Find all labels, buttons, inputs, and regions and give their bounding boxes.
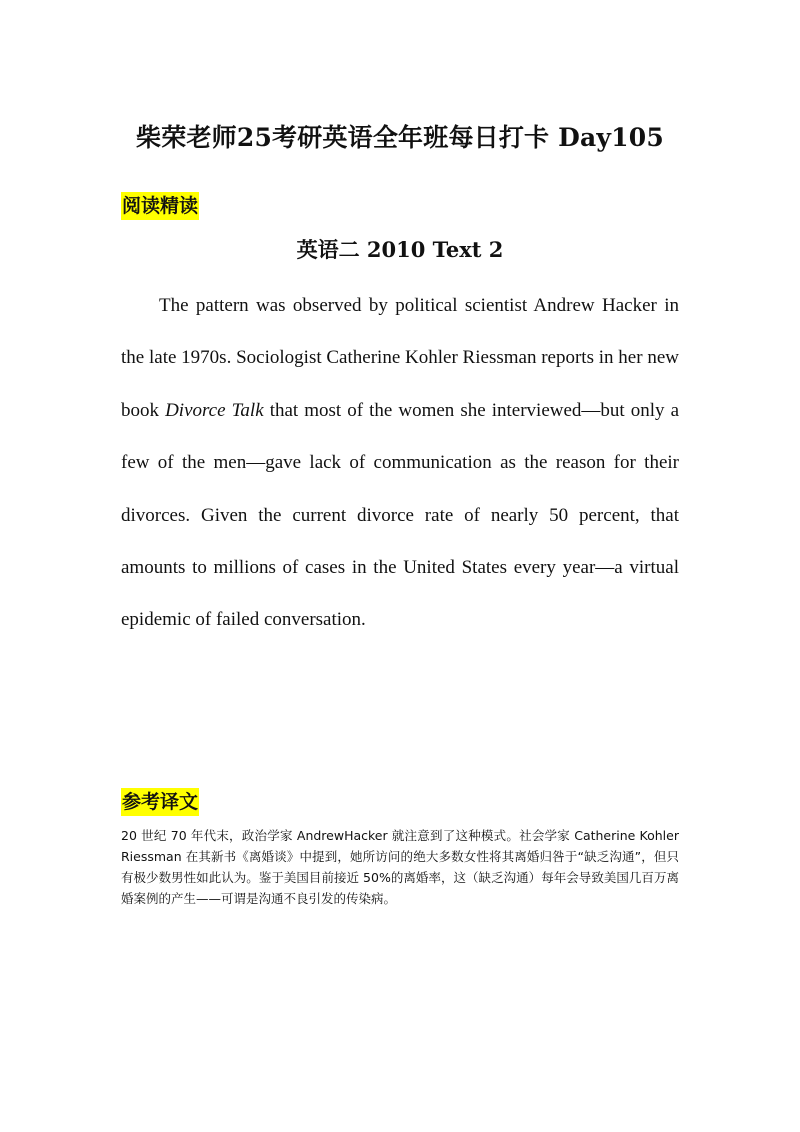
passage-text-part1: The pattern was observed by political scientist Andrew Hacker in the late 1970s. Sociologist Catherine Kohler Riessman reports in her new book (121, 295, 679, 421)
document-title: 柴荣老师25考研英语全年班每日打卡 Day105 (136, 123, 664, 152)
passage-text-part2: that most of the women she interviewed—but only a few of the men—gave lack of communication as the reason for their divorces. Given the current divorce rate of nearly 50 percent, that amounts to millions of cases in the United States every year—a virtual epidemic of failed conversation. (121, 399, 680, 631)
passage-paragraph (121, 280, 679, 647)
passage-subtitle: 英语二 2010 Text 2 (296, 237, 504, 262)
translation-section-label: 参考译文 (121, 788, 199, 816)
translation-paragraph: 20 世纪 70 年代末，政治学家 AndrewHacker 就注意到了这种模式。社会学家 Catherine Kohler Riessman 在其新书《离婚谈》中提到，她所访问的绝大多数女性将其离婚归咎于“缺乏沟通”，但只有极少数男性如此认为。鉴于美国目前接近 50%的离婚率，这（缺乏沟通）每年会导致美国几百万离婚案例的产生——可谓是沟通不良引发的传染病。 (121, 828, 679, 906)
reading-section-label: 阅读精读 (121, 192, 199, 220)
book-title: Divorce Talk (165, 399, 264, 421)
